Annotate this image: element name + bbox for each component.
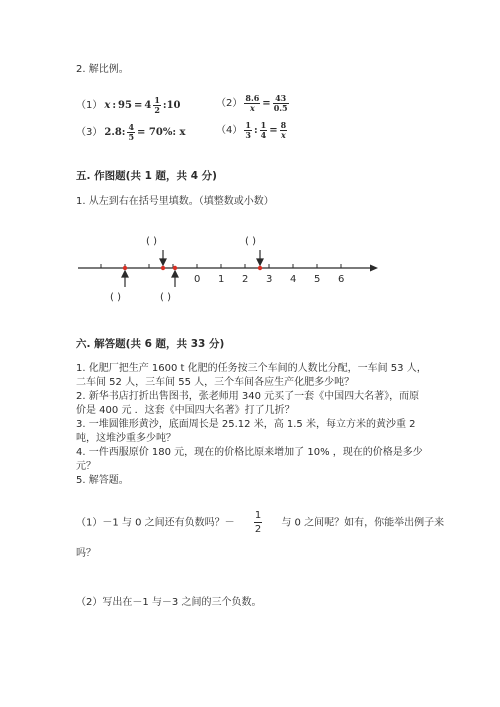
tick-marks: [101, 264, 341, 268]
tick-label-4: 4: [290, 274, 297, 285]
section-5-heading: 五. 作图题(共 1 题，共 4 分): [76, 170, 217, 182]
problem-line: 价是 400 元 ．这套《中国四大名著》打了几折？: [76, 405, 295, 416]
answer-bracket-top-2: ( ): [245, 236, 256, 247]
tick-label-6: 6: [338, 274, 345, 285]
tick-label-1: 1: [218, 274, 225, 285]
problem-line: 1. 化肥厂把生产 1600 t 化肥的任务按三个车间的人数比分配，一车间 53 人，: [76, 363, 427, 374]
problem-line: 3. 一堆圆锥形黄沙，底面周长是 25.12 米，高 1.5 米，每立方米的黄沙重 2: [76, 419, 416, 430]
axis-arrow-icon: [370, 265, 378, 272]
tick-label-0: 0: [194, 274, 201, 285]
tick-label-3: 3: [266, 274, 273, 285]
red-point: [123, 266, 127, 270]
red-point: [173, 266, 177, 270]
down-arrow-icon: [160, 250, 166, 265]
problem-line: 2. 新华书店打折出售图书，张老师用 340 元买了一套《中国四大名著》，而原: [76, 391, 420, 402]
section-6-heading: 六. 解答题(共 6 题，共 33 分): [76, 338, 225, 350]
proportion-1: （1） x : 95 = 4 $\frac{1}{2}$ :10: [76, 95, 181, 115]
problem-line: 元？: [76, 461, 96, 472]
problem-line: 5. 解答题。: [76, 475, 129, 486]
problem-line: 4. 一件西服原价 180 元，现在的价格比原来增加了 10% ，现在的价格是多少: [76, 447, 423, 458]
problem-line: 二车间 52 人，三车间 55 人，三个车间各应生产化肥多少吨？: [76, 377, 355, 388]
fraction-one-half: $\frac{1}{2}$: [254, 510, 262, 535]
sub-question-2: （2）写出在－1 与－3 之间的三个负数。: [76, 597, 262, 608]
proportion-4: （4） $\frac{1}{3}$ : $\frac{1}{4}$ = $\frac{8}{x}$: [216, 120, 287, 140]
sub-question-1: （1）－1 与 0 之间还有负数吗？－ $\frac{1}{2}$ 与 0 之间呢？如有，你能举出例子来: [76, 510, 445, 535]
red-point: [258, 266, 262, 270]
proportion-2: （2） $\frac{8.6}{x}$ = $\frac{43}{0.5}$: [216, 93, 288, 113]
up-arrow-icon: [122, 271, 128, 287]
problem-line: 吨，这堆沙重多少吨？: [76, 433, 176, 444]
tick-label-2: 2: [242, 274, 249, 285]
red-point: [161, 266, 165, 270]
answer-bracket-top-1: ( ): [146, 236, 157, 247]
answer-bracket-bottom-2: ( ): [160, 292, 171, 303]
down-arrow-icon: [257, 250, 263, 265]
section-5-q1: 1. 从左到右在括号里填数。（填整数或小数）: [76, 196, 274, 207]
proportion-3: （3） 2.8: $\frac{4}{5}$ = 70%: x: [76, 122, 186, 142]
q2-title: 2. 解比例。: [76, 64, 129, 75]
up-arrow-icon: [172, 271, 178, 287]
sub-question-1-cont: 吗？: [76, 548, 96, 559]
tick-label-5: 5: [314, 274, 321, 285]
answer-bracket-bottom-1: ( ): [110, 292, 121, 303]
